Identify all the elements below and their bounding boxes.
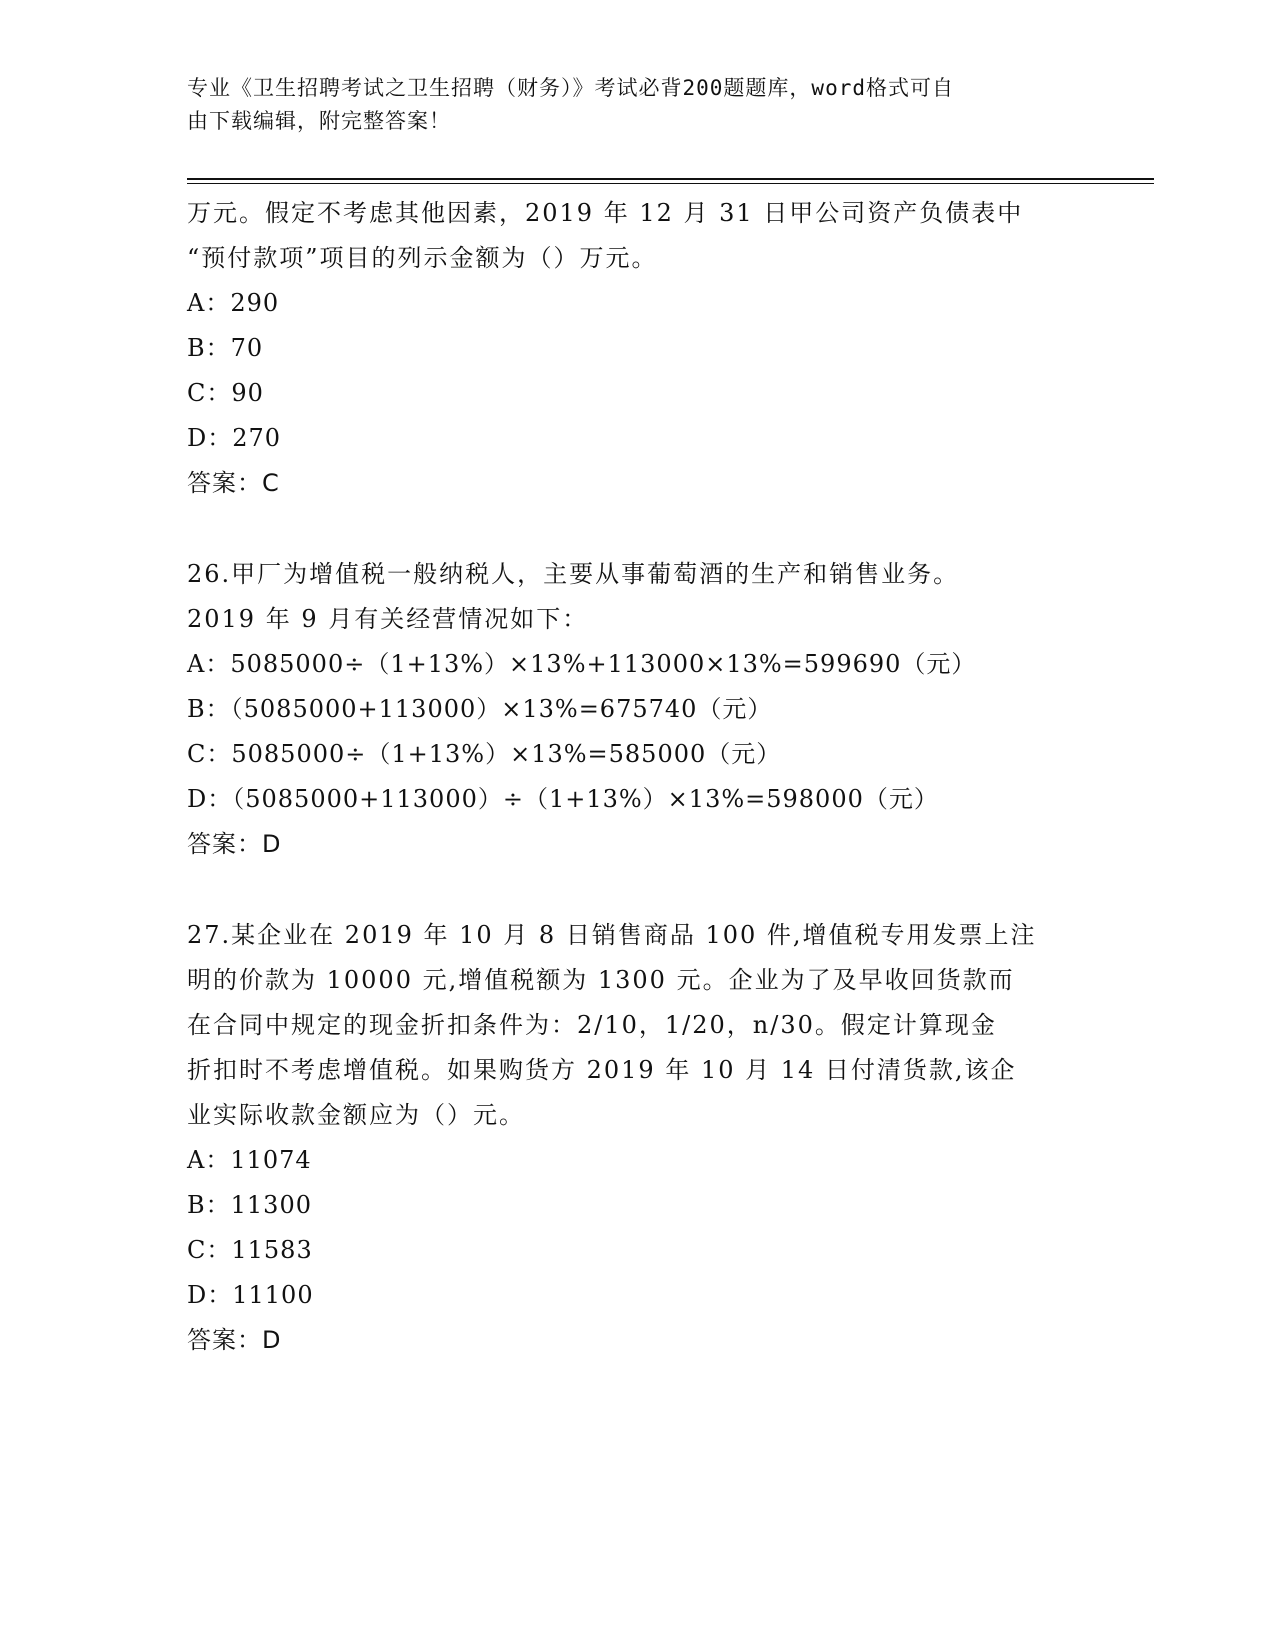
question-stem-line: 明的价款为 10000 元,增值税额为 1300 元。企业为了及早收回货款而 xyxy=(187,966,1015,994)
option-b: B：（5085000+113000）×13%=675740（元） xyxy=(187,695,773,723)
header-line-2: 由下载编辑，附完整答案！ xyxy=(187,109,451,133)
question-stem-line: 在合同中规定的现金折扣条件为：2/10，1/20，n/30。假定计算现金 xyxy=(187,1011,997,1039)
header-rule-thick xyxy=(187,178,1154,180)
option-b: B：70 xyxy=(187,334,264,362)
question-stem-line: 27.某企业在 2019 年 10 月 8 日销售商品 100 件,增值税专用发票上注 xyxy=(187,921,1037,949)
answer-line: 答案：D xyxy=(187,1326,282,1354)
document-header xyxy=(187,72,1067,138)
question-stem-line: 2019 年 9 月有关经营情况如下： xyxy=(187,605,589,633)
option-d: D：270 xyxy=(187,424,282,452)
question-stem-line: “预付款项”项目的列示金额为（）万元。 xyxy=(187,244,658,272)
option-d: D：（5085000+113000）÷（1+13%）×13%=598000（元） xyxy=(187,785,939,813)
question-25 xyxy=(187,191,1087,506)
answer-line: 答案：C xyxy=(187,469,280,497)
question-stem-line: 折扣时不考虑增值税。如果购货方 2019 年 10 月 14 日付清货款,该企 xyxy=(187,1056,1017,1084)
document-body xyxy=(187,191,1087,1363)
option-a: A：290 xyxy=(187,289,280,317)
question-stem-line: 万元。假定不考虑其他因素，2019 年 12 月 31 日甲公司资产负债表中 xyxy=(187,199,1024,227)
answer-line: 答案：D xyxy=(187,830,282,858)
option-d: D：11100 xyxy=(187,1281,314,1309)
question-stem-line: 业实际收款金额应为（）元。 xyxy=(187,1101,525,1129)
question-27 xyxy=(187,913,1087,1363)
header-line-1: 专业《卫生招聘考试之卫生招聘（财务）》考试必背200题题库，word格式可自 xyxy=(187,76,954,100)
header-rule-thin xyxy=(187,183,1154,184)
option-a: A：5085000÷（1+13%）×13%+113000×13%=599690（元） xyxy=(187,650,977,678)
option-c: C：11583 xyxy=(187,1236,313,1264)
question-26 xyxy=(187,552,1087,867)
question-stem-line: 26.甲厂为增值税一般纳税人，主要从事葡萄酒的生产和销售业务。 xyxy=(187,560,960,588)
option-c: C：5085000÷（1+13%）×13%=585000（元） xyxy=(187,740,782,768)
option-c: C：90 xyxy=(187,379,264,407)
option-a: A：11074 xyxy=(187,1146,312,1174)
option-b: B：11300 xyxy=(187,1191,312,1219)
